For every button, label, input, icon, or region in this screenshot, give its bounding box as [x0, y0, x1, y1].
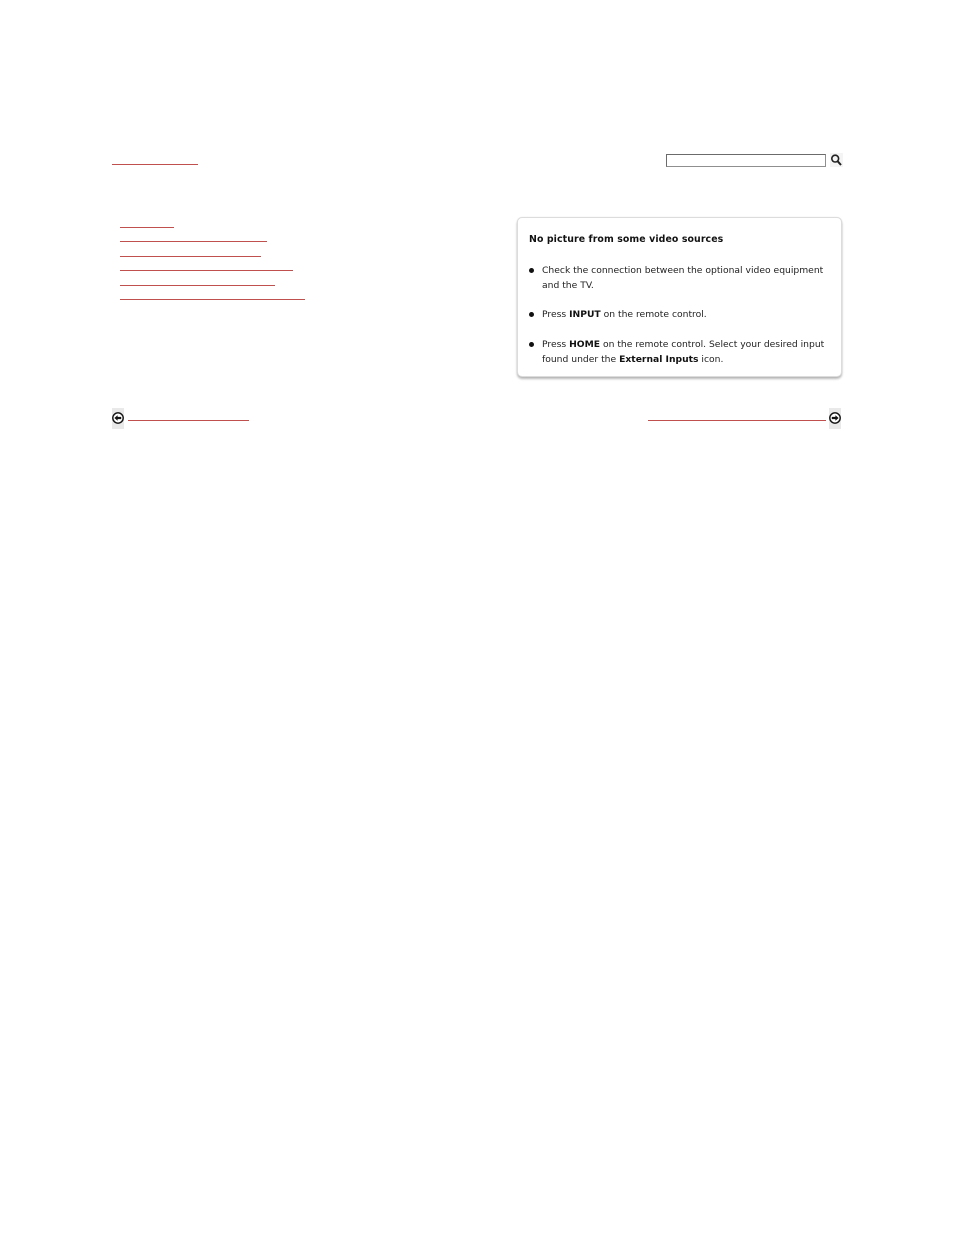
external-inputs-label: External Inputs [619, 354, 699, 365]
tip-text: Check the connection between the optional video equipment and the TV. [542, 265, 824, 291]
sidebar-link-4[interactable] [120, 270, 293, 271]
panel-title: No picture from some video sources [529, 234, 724, 245]
prev-link[interactable] [128, 420, 249, 421]
tip-text: Press HOME on the remote control. Select your desired input found under the External Inputs icon. [542, 339, 825, 365]
home-key-label: HOME [569, 339, 601, 350]
sidebar-link-5[interactable] [120, 285, 275, 286]
arrow-left-circle-icon [112, 412, 124, 424]
search-input[interactable] [666, 154, 826, 167]
search-button[interactable] [830, 153, 843, 167]
top-link[interactable] [112, 164, 198, 165]
bullet-icon [529, 268, 534, 273]
bullet-icon [529, 312, 534, 317]
bullet-icon [529, 342, 534, 347]
arrow-right-circle-icon [829, 412, 841, 424]
sidebar-link-2[interactable] [120, 241, 267, 242]
sidebar-link-3[interactable] [120, 256, 261, 257]
input-key-label: INPUT [569, 309, 601, 320]
tip-text: Press INPUT on the remote control. [542, 309, 707, 320]
sidebar-link-6[interactable] [120, 299, 305, 300]
prev-button[interactable] [112, 408, 124, 429]
next-link[interactable] [648, 420, 826, 421]
sidebar-link-1[interactable] [120, 227, 174, 228]
next-button[interactable] [829, 408, 841, 429]
magnifier-icon [830, 153, 843, 167]
troubleshooting-panel [517, 217, 842, 377]
